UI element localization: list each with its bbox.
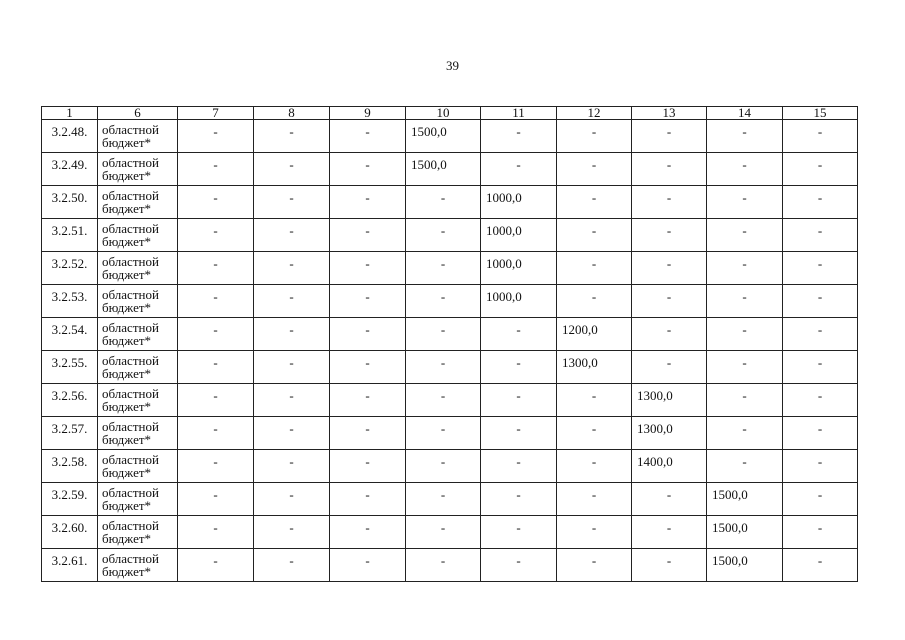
empty-cell: - [632, 318, 707, 351]
empty-cell: - [557, 384, 632, 417]
funding-source [98, 450, 178, 483]
empty-cell: - [330, 483, 406, 516]
empty-cell: - [330, 450, 406, 483]
table-row [42, 384, 858, 417]
empty-cell: - [632, 252, 707, 285]
funding-source-line: областной [102, 155, 159, 170]
funding-source-line: областной [102, 518, 159, 533]
budget-table [41, 106, 858, 582]
table-row [42, 351, 858, 384]
funding-source [98, 549, 178, 582]
funding-source [98, 351, 178, 384]
empty-cell: - [254, 483, 330, 516]
empty-cell: - [707, 285, 783, 318]
empty-cell: - [330, 549, 406, 582]
funding-source-line: областной [102, 485, 159, 500]
funding-source [98, 516, 178, 549]
empty-cell: - [783, 450, 858, 483]
column-header: 9 [330, 107, 406, 120]
empty-cell: - [178, 186, 254, 219]
empty-cell: - [481, 120, 557, 153]
empty-cell: - [481, 417, 557, 450]
amount-cell: 1500,0 [406, 120, 481, 153]
empty-cell: - [632, 483, 707, 516]
empty-cell: - [557, 186, 632, 219]
amount-cell: 1000,0 [481, 186, 557, 219]
funding-source-line: областной [102, 188, 159, 203]
funding-source-line: областной [102, 419, 159, 434]
empty-cell: - [178, 153, 254, 186]
empty-cell: - [406, 351, 481, 384]
empty-cell: - [178, 483, 254, 516]
empty-cell: - [707, 351, 783, 384]
amount-cell: 1000,0 [481, 252, 557, 285]
empty-cell: - [254, 384, 330, 417]
page-number: 39 [446, 58, 459, 73]
funding-source [98, 285, 178, 318]
funding-source [98, 483, 178, 516]
empty-cell: - [254, 351, 330, 384]
item-number: 3.2.58. [42, 450, 98, 483]
empty-cell: - [783, 153, 858, 186]
funding-source [98, 318, 178, 351]
funding-source-line: областной [102, 122, 159, 137]
empty-cell: - [254, 549, 330, 582]
empty-cell: - [254, 417, 330, 450]
item-number: 3.2.55. [42, 351, 98, 384]
column-header: 8 [254, 107, 330, 120]
funding-source-line: бюджет* [102, 498, 152, 513]
empty-cell: - [783, 516, 858, 549]
table-row [42, 219, 858, 252]
column-header: 15 [783, 107, 858, 120]
amount-cell: 1200,0 [557, 318, 632, 351]
item-number: 3.2.56. [42, 384, 98, 417]
empty-cell: - [783, 351, 858, 384]
empty-cell: - [330, 516, 406, 549]
header-row [42, 107, 858, 120]
empty-cell: - [481, 516, 557, 549]
amount-cell: 1400,0 [632, 450, 707, 483]
funding-source-line: областной [102, 386, 159, 401]
empty-cell: - [783, 549, 858, 582]
funding-source-line: бюджет* [102, 300, 152, 315]
funding-source-line: бюджет* [102, 201, 152, 216]
funding-source [98, 219, 178, 252]
empty-cell: - [406, 450, 481, 483]
amount-cell: 1500,0 [707, 483, 783, 516]
table-row [42, 549, 858, 582]
empty-cell: - [330, 186, 406, 219]
empty-cell: - [178, 285, 254, 318]
empty-cell: - [783, 483, 858, 516]
funding-source-line: бюджет* [102, 399, 152, 414]
funding-source-line: бюджет* [102, 267, 152, 282]
empty-cell: - [632, 549, 707, 582]
amount-cell: 1500,0 [707, 549, 783, 582]
empty-cell: - [330, 252, 406, 285]
funding-source-line: бюджет* [102, 432, 152, 447]
table-row [42, 516, 858, 549]
empty-cell: - [707, 417, 783, 450]
empty-cell: - [783, 252, 858, 285]
funding-source-line: областной [102, 287, 159, 302]
empty-cell: - [254, 186, 330, 219]
empty-cell: - [557, 516, 632, 549]
empty-cell: - [330, 417, 406, 450]
empty-cell: - [557, 285, 632, 318]
empty-cell: - [330, 219, 406, 252]
column-header: 13 [632, 107, 707, 120]
funding-source-line: областной [102, 320, 159, 335]
empty-cell: - [783, 384, 858, 417]
funding-source-line: бюджет* [102, 234, 152, 249]
item-number: 3.2.51. [42, 219, 98, 252]
empty-cell: - [254, 516, 330, 549]
funding-source-line: областной [102, 452, 159, 467]
empty-cell: - [632, 153, 707, 186]
empty-cell: - [406, 384, 481, 417]
item-number: 3.2.52. [42, 252, 98, 285]
empty-cell: - [406, 483, 481, 516]
item-number: 3.2.54. [42, 318, 98, 351]
empty-cell: - [254, 252, 330, 285]
table-row [42, 318, 858, 351]
empty-cell: - [406, 549, 481, 582]
table-row [42, 120, 858, 153]
empty-cell: - [254, 450, 330, 483]
empty-cell: - [707, 153, 783, 186]
funding-source-line: бюджет* [102, 564, 152, 579]
funding-source [98, 384, 178, 417]
empty-cell: - [783, 120, 858, 153]
funding-source-line: бюджет* [102, 366, 152, 381]
table-body [42, 120, 858, 582]
funding-source-line: областной [102, 353, 159, 368]
empty-cell: - [254, 153, 330, 186]
column-header: 7 [178, 107, 254, 120]
empty-cell: - [783, 318, 858, 351]
empty-cell: - [178, 252, 254, 285]
empty-cell: - [707, 219, 783, 252]
funding-source [98, 417, 178, 450]
empty-cell: - [783, 285, 858, 318]
table-row [42, 252, 858, 285]
item-number: 3.2.57. [42, 417, 98, 450]
amount-cell: 1000,0 [481, 285, 557, 318]
funding-source [98, 252, 178, 285]
empty-cell: - [481, 318, 557, 351]
funding-source [98, 120, 178, 153]
empty-cell: - [557, 219, 632, 252]
empty-cell: - [330, 351, 406, 384]
empty-cell: - [254, 285, 330, 318]
empty-cell: - [406, 252, 481, 285]
empty-cell: - [783, 186, 858, 219]
empty-cell: - [557, 120, 632, 153]
amount-cell: 1000,0 [481, 219, 557, 252]
empty-cell: - [557, 153, 632, 186]
empty-cell: - [406, 219, 481, 252]
amount-cell: 1300,0 [632, 417, 707, 450]
item-number: 3.2.61. [42, 549, 98, 582]
empty-cell: - [632, 351, 707, 384]
empty-cell: - [330, 318, 406, 351]
empty-cell: - [481, 384, 557, 417]
column-header: 12 [557, 107, 632, 120]
empty-cell: - [481, 153, 557, 186]
funding-source-line: бюджет* [102, 531, 152, 546]
funding-source [98, 186, 178, 219]
empty-cell: - [481, 549, 557, 582]
amount-cell: 1500,0 [707, 516, 783, 549]
empty-cell: - [406, 318, 481, 351]
funding-source-line: областной [102, 221, 159, 236]
item-number: 3.2.48. [42, 120, 98, 153]
empty-cell: - [557, 549, 632, 582]
empty-cell: - [707, 186, 783, 219]
funding-source-line: бюджет* [102, 168, 152, 183]
column-header: 1 [42, 107, 98, 120]
empty-cell: - [783, 417, 858, 450]
table-row [42, 450, 858, 483]
empty-cell: - [632, 285, 707, 318]
item-number: 3.2.59. [42, 483, 98, 516]
funding-source-line: областной [102, 551, 159, 566]
table-row [42, 483, 858, 516]
empty-cell: - [178, 384, 254, 417]
empty-cell: - [254, 219, 330, 252]
empty-cell: - [557, 450, 632, 483]
empty-cell: - [557, 417, 632, 450]
item-number: 3.2.60. [42, 516, 98, 549]
item-number: 3.2.49. [42, 153, 98, 186]
empty-cell: - [632, 219, 707, 252]
item-number: 3.2.50. [42, 186, 98, 219]
amount-cell: 1300,0 [632, 384, 707, 417]
funding-source-line: бюджет* [102, 135, 152, 150]
amount-cell: 1300,0 [557, 351, 632, 384]
empty-cell: - [178, 318, 254, 351]
empty-cell: - [178, 549, 254, 582]
empty-cell: - [254, 318, 330, 351]
empty-cell: - [178, 120, 254, 153]
funding-source [98, 153, 178, 186]
empty-cell: - [178, 351, 254, 384]
empty-cell: - [330, 153, 406, 186]
empty-cell: - [707, 318, 783, 351]
funding-source-line: бюджет* [102, 333, 152, 348]
empty-cell: - [330, 120, 406, 153]
empty-cell: - [178, 219, 254, 252]
amount-cell: 1500,0 [406, 153, 481, 186]
column-header: 10 [406, 107, 481, 120]
funding-source-line: областной [102, 254, 159, 269]
empty-cell: - [330, 285, 406, 318]
empty-cell: - [178, 516, 254, 549]
empty-cell: - [406, 417, 481, 450]
empty-cell: - [178, 450, 254, 483]
empty-cell: - [707, 384, 783, 417]
table-row [42, 153, 858, 186]
empty-cell: - [557, 252, 632, 285]
item-number: 3.2.53. [42, 285, 98, 318]
empty-cell: - [707, 450, 783, 483]
empty-cell: - [406, 516, 481, 549]
column-header: 6 [98, 107, 178, 120]
empty-cell: - [406, 285, 481, 318]
empty-cell: - [557, 483, 632, 516]
table-row [42, 285, 858, 318]
empty-cell: - [254, 120, 330, 153]
column-header: 14 [707, 107, 783, 120]
empty-cell: - [632, 516, 707, 549]
empty-cell: - [707, 252, 783, 285]
empty-cell: - [178, 417, 254, 450]
empty-cell: - [481, 450, 557, 483]
table-row [42, 417, 858, 450]
empty-cell: - [783, 219, 858, 252]
empty-cell: - [330, 384, 406, 417]
table-row [42, 186, 858, 219]
empty-cell: - [406, 186, 481, 219]
funding-source-line: бюджет* [102, 465, 152, 480]
empty-cell: - [632, 120, 707, 153]
empty-cell: - [632, 186, 707, 219]
column-header: 11 [481, 107, 557, 120]
empty-cell: - [481, 483, 557, 516]
empty-cell: - [707, 120, 783, 153]
empty-cell: - [481, 351, 557, 384]
